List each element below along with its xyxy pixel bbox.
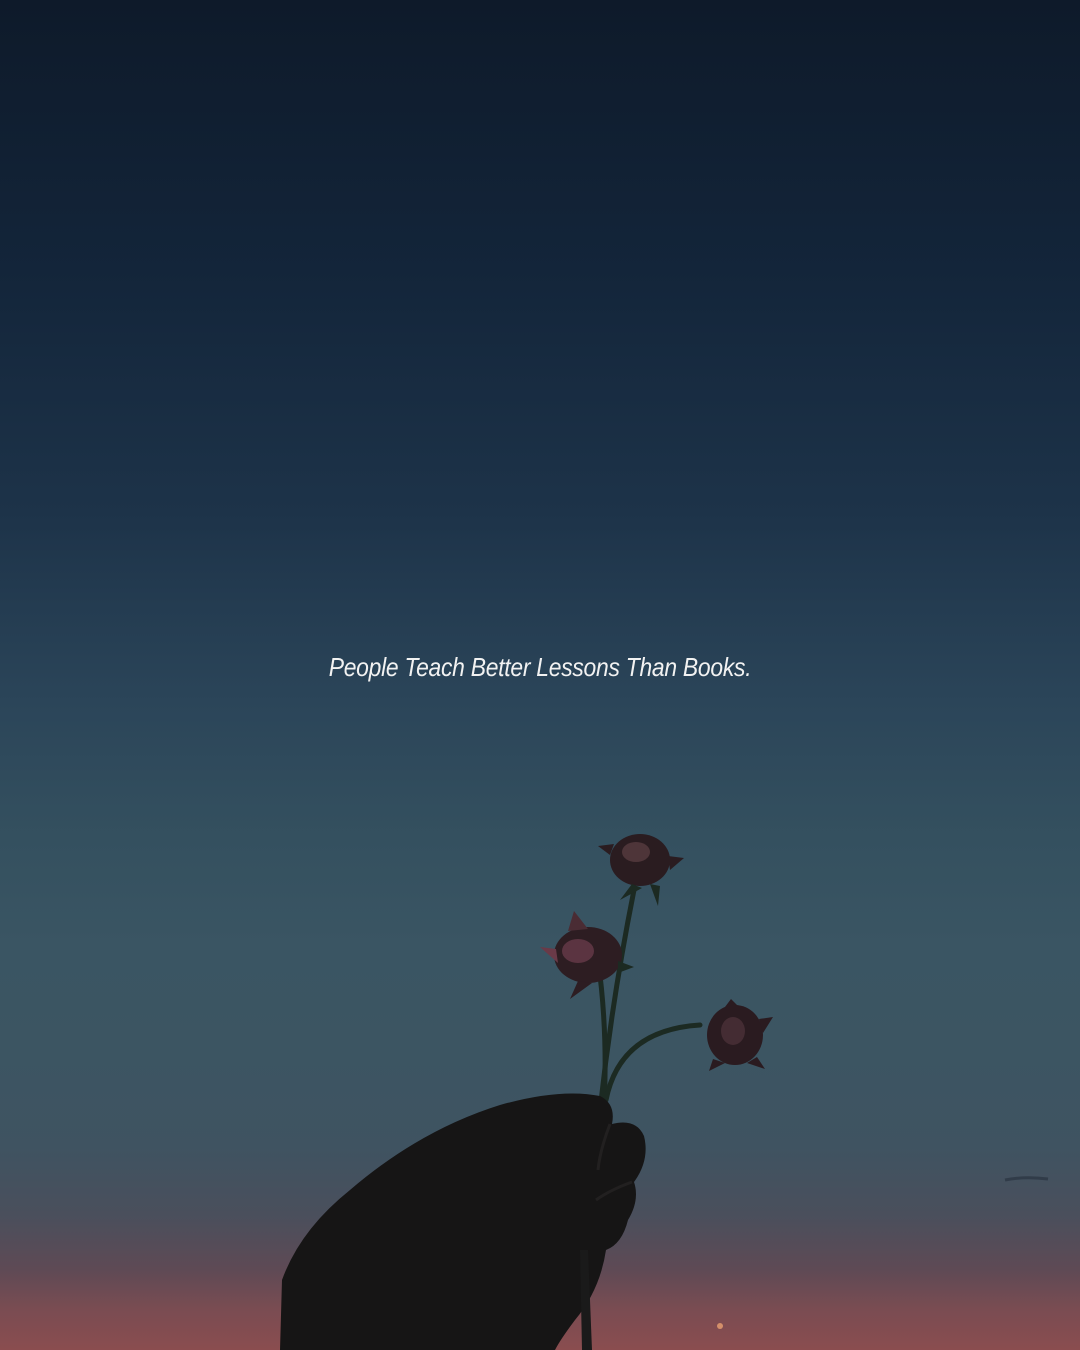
hand-silhouette [280, 1093, 646, 1350]
distant-light [717, 1323, 723, 1329]
quote-text: People Teach Better Lessons Than Books. [328, 652, 752, 682]
flower-stems [598, 890, 700, 1110]
flower-right [707, 999, 773, 1071]
flower-middle [540, 911, 634, 999]
flower-top [598, 834, 684, 906]
distant-bird [1005, 1178, 1048, 1180]
